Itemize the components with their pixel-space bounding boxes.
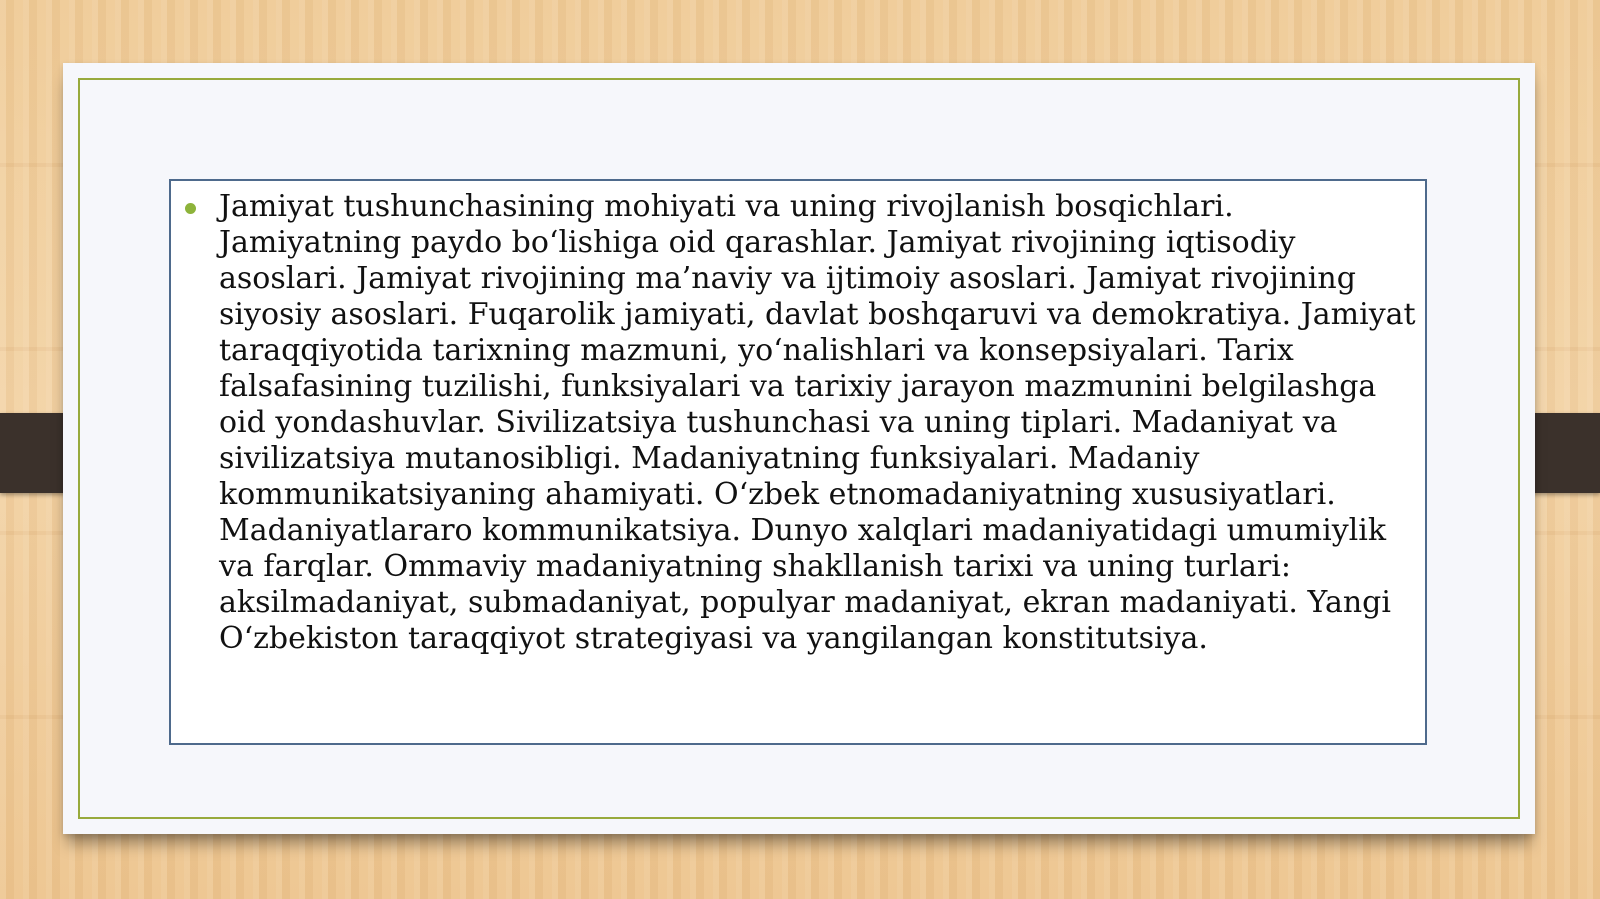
slide-card bbox=[63, 63, 1535, 834]
content-text-box bbox=[169, 179, 1427, 745]
bullet-dot-icon bbox=[185, 203, 196, 214]
bullet-text: Jamiyat tushunchasining mohiyati va uning rivojlanish bosqichlari. Jamiyatning paydo bo‘lishiga oid qarashlar. Jamiyat rivojining iqtisodiy asoslari. Jamiyat rivojining ma’naviy va ijtimoiy asoslari. Jamiyat rivojining siyosiy asoslari. Fuqarolik jamiyati, davlat boshqaruvi va demokratiya. Jamiyat taraqqiyotida tarixning mazmuni, yo‘nalishlari va konsepsiyalari. Tarix falsafasining tuzilishi, funksiyalari va tarixiy jarayon mazmunini belgilashga oid yondashuvlar. Sivilizatsiya tushunchasi va uning tiplari. Madaniyat va sivilizatsiya mutanosibligi. Madaniyatning funksiyalari. Madaniy kommunikatsiyaning ahamiyati. O‘zbek etnomadaniyatning xususiyatlari. Madaniyatlararo kommunikatsiya. Dunyo xalqlari madaniyatidagi umumiylik va farqlar. Ommaviy madaniyatning shakllanish tarixi va uning turlari: aksilmadaniyat, submadaniyat, populyar madaniyat, ekran madaniyati. Yangi O‘zbekiston taraqqiyot strategiyasi va yangilangan konstitutsiya. bbox=[219, 189, 1416, 656]
